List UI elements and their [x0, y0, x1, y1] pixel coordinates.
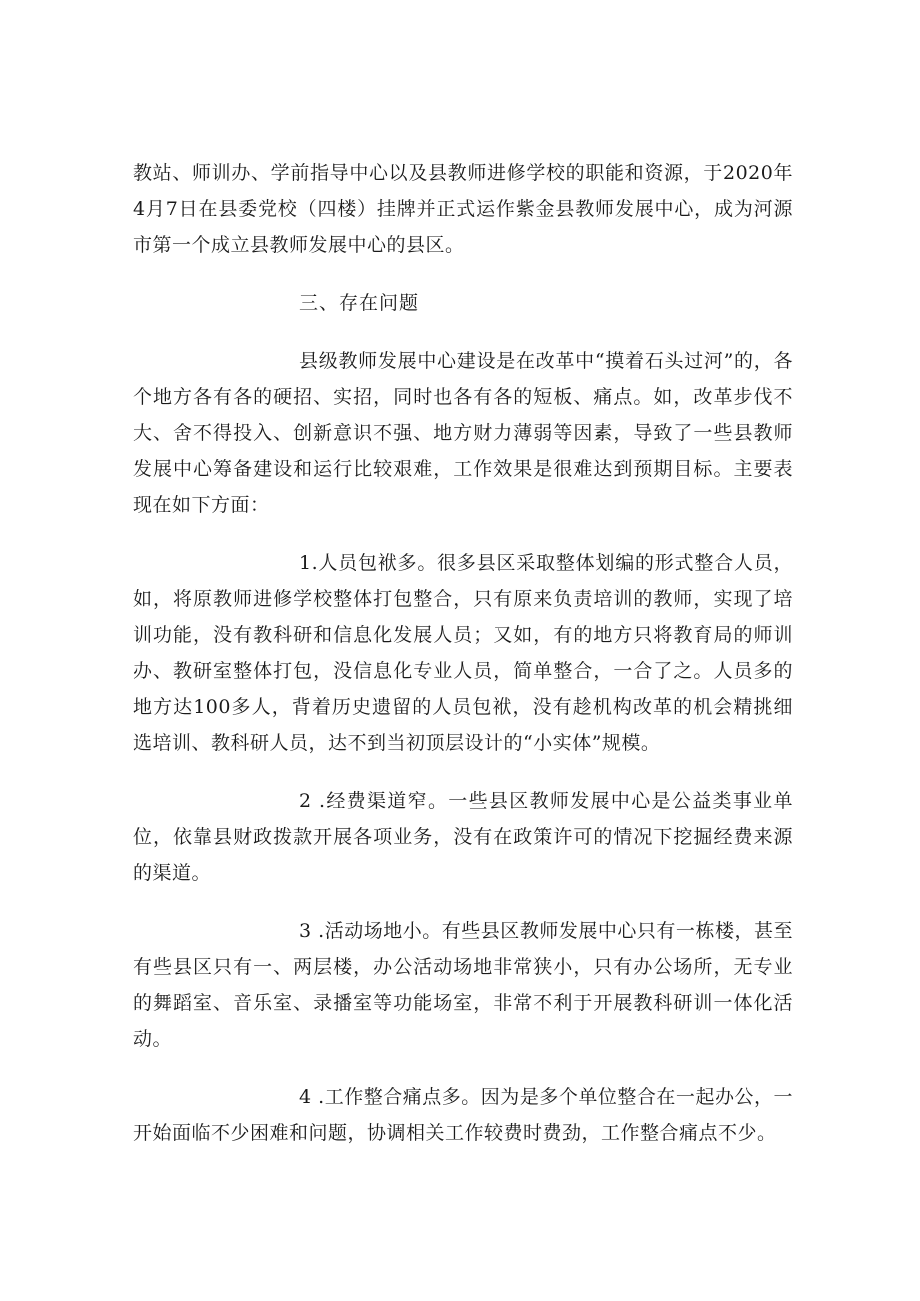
spacer — [133, 523, 793, 545]
issue-item-1: 1.人员包袱多。很多县区采取整体划编的形式整合人员，如，将原教师进修学校整体打包整合，只有原来负责培训的教师，实现了培训功能，没有教科研和信息化发展人员；又如，有的地方只将教育局的师训办、教研室整体打包，没信息化专业人员，简单整合，一合了之。人员多的地方达100多人，背着历史遗留的人员包袱，没有趁机构改革的机会精挑细选培训、教科研人员，达不到当初顶层设计的“小实体”规模。 — [133, 552, 793, 754]
document-body — [133, 155, 793, 1151]
issue-item-3: 3 .活动场地小。有些县区教师发展中心只有一栋楼，甚至有些县区只有一、两层楼，办公活动场地非常狭小，只有办公场所，无专业的舞蹈室、音乐室、录播室等功能场室，非常不利于开展教科研训一体化活动。 — [133, 920, 793, 1050]
spacer — [133, 321, 793, 343]
issue-item-2: 2 .经费渠道窄。一些县区教师发展中心是公益类事业单位，依靠县财政拨款开展各项业务，没有在政策许可的情况下挖掘经费来源的渠道。 — [133, 790, 793, 884]
section-intro-paragraph: 县级教师发展中心建设是在改革中“摸着石头过河”的，各个地方各有各的硬招、实招，同时也各有各的短板、痛点。如，改革步伐不大、舍不得投入、创新意识不强、地方财力薄弱等因素，导致了一些县教师发展中心筹备建设和运行比较艰难，工作效果是很难达到预期目标。主要表现在如下方面： — [133, 350, 793, 516]
section-heading: 三、存在问题 — [299, 292, 420, 314]
spacer — [133, 891, 793, 913]
spacer — [133, 263, 793, 285]
intro-paragraph: 教站、师训办、学前指导中心以及县教师进修学校的职能和资源，于2020年4月7日在县委党校（四楼）挂牌并正式运作紫金县教师发展中心，成为河源市第一个成立县教师发展中心的县区。 — [133, 162, 793, 256]
issue-item-4: 4 .工作整合痛点多。因为是多个单位整合在一起办公，一开始面临不少困难和问题，协调相关工作较费时费劲，工作整合痛点不少。 — [133, 1086, 793, 1144]
spacer — [133, 1057, 793, 1079]
spacer — [133, 761, 793, 783]
